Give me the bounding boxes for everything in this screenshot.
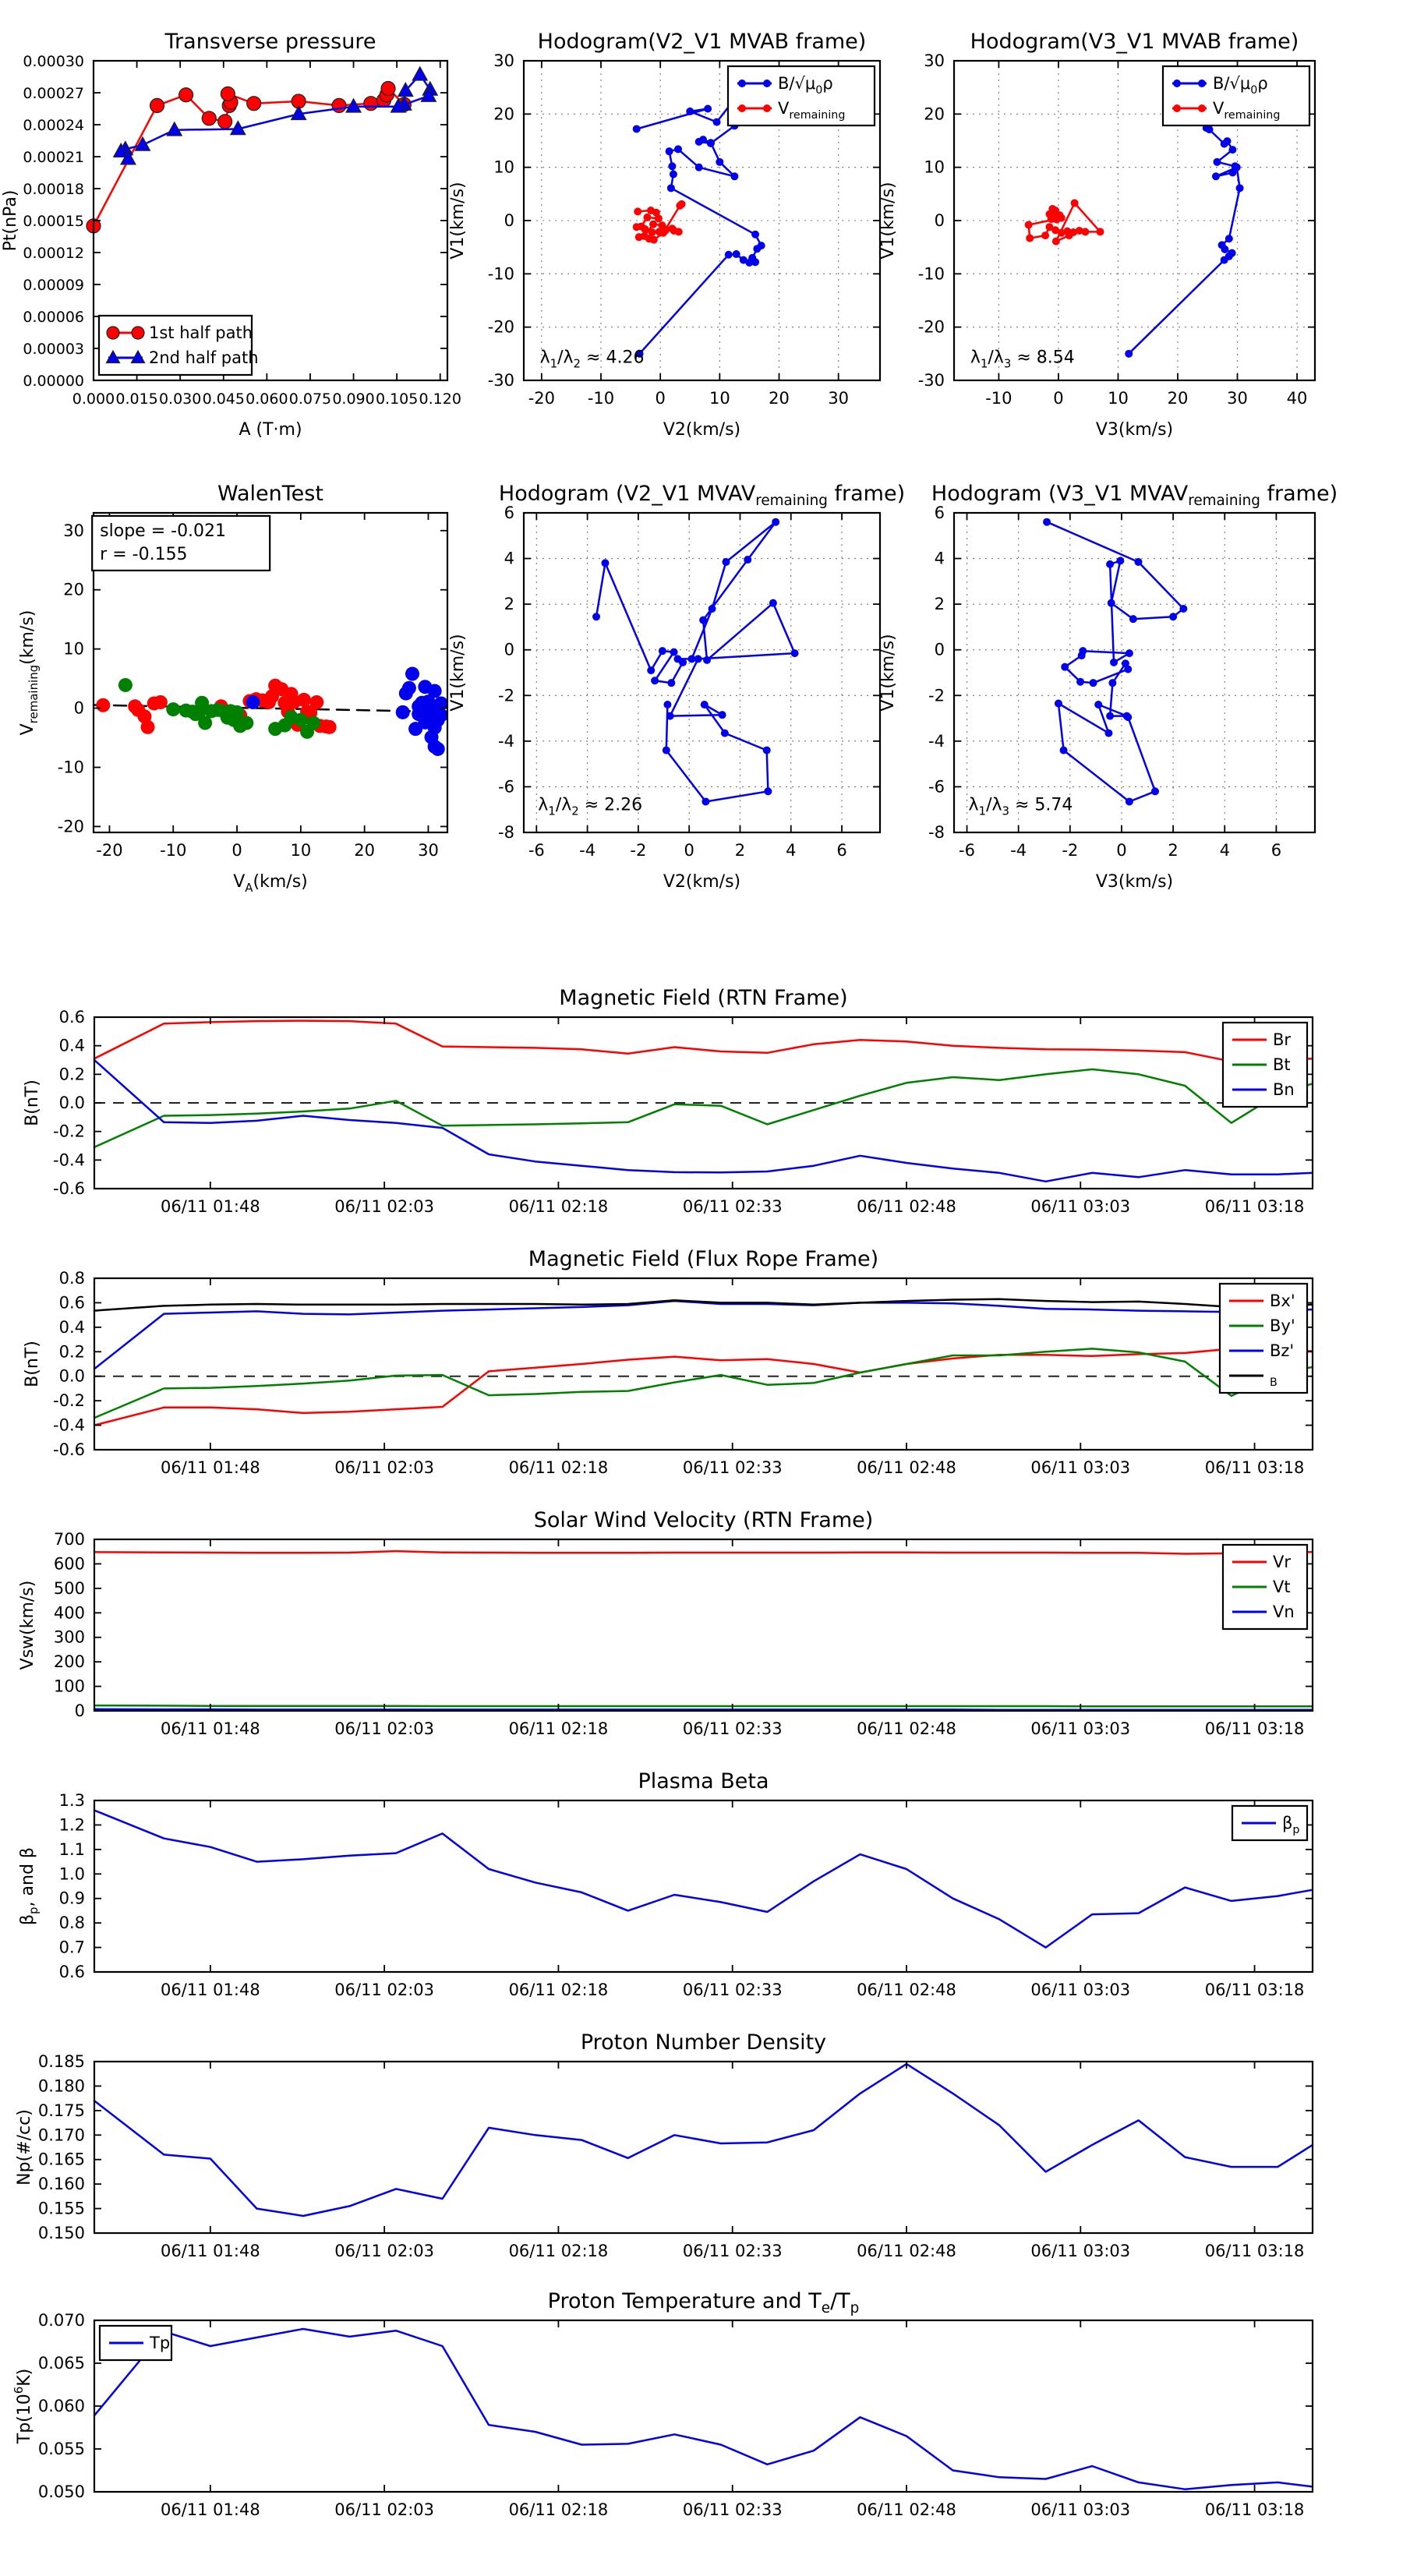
y-tick-label: 6 — [504, 504, 514, 522]
x-tick-label: 0 — [684, 841, 694, 860]
y-tick-label: 30 — [63, 521, 84, 540]
y-tick-label: 1.0 — [58, 1864, 85, 1884]
y-tick-label: 1.1 — [58, 1839, 85, 1859]
x-tick-label: 06/11 02:33 — [682, 1458, 783, 1477]
plot-frame — [94, 2062, 1313, 2233]
x-tick-label: 0.045 — [202, 390, 245, 408]
x-tick-label: -4 — [1010, 841, 1027, 860]
x-tick-label: 30 — [418, 841, 439, 860]
x-tick-label: 06/11 01:48 — [160, 1719, 260, 1738]
x-tick-label: -10 — [587, 389, 615, 408]
y-tick-label: 0.4 — [58, 1036, 85, 1055]
axes-ticks — [53, 1008, 1313, 1216]
x-tick-label: 06/11 03:18 — [1204, 1197, 1305, 1216]
y-tick-label: 0.060 — [37, 2397, 85, 2415]
chart-title: Plasma Beta — [638, 1769, 769, 1793]
series-1st half path — [87, 82, 411, 233]
y-tick-label: -20 — [487, 317, 514, 337]
y-axis-label: V1(km/s) — [448, 634, 468, 712]
y-tick-label: 0.9 — [58, 1889, 85, 1908]
x-tick-label: 06/11 03:03 — [1030, 1458, 1131, 1477]
y-tick-label: 400 — [53, 1603, 85, 1623]
y-tick-label: 0.00024 — [23, 117, 84, 134]
y-tick-label: 0.055 — [37, 2440, 85, 2458]
x-tick-label: 0.060 — [246, 390, 288, 408]
y-tick-label: -4 — [498, 731, 514, 751]
y-tick-label: 0.0 — [58, 1366, 85, 1386]
x-tick-label: 0.090 — [332, 390, 375, 408]
y-tick-label: 0.165 — [37, 2150, 85, 2169]
x-tick-label: 0.075 — [288, 390, 332, 408]
x-tick-label: 06/11 01:48 — [160, 1981, 260, 1999]
y-tick-label: 0 — [504, 211, 514, 230]
series-Vt — [94, 1705, 1313, 1706]
y-tick-label: 0.175 — [37, 2101, 85, 2120]
chart-title: Proton Temperature and $T_e/T_p$ — [547, 2289, 860, 2316]
y-tick-label: 0.160 — [37, 2175, 85, 2194]
y-axis-label: V1(km/s) — [448, 182, 468, 260]
chart-title: Hodogram (V3_V1 $MVAV_{remaining}$ frame) — [931, 482, 1338, 509]
x-tick-label: 06/11 01:48 — [160, 1458, 260, 1477]
legend-label: Vt — [1273, 1578, 1291, 1596]
y-tick-label: 0.8 — [58, 1269, 85, 1288]
x-tick-label: 06/11 01:48 — [160, 2500, 260, 2519]
x-tick-label: 0 — [1053, 389, 1064, 408]
legend-label: $V_{remaining}$ — [778, 99, 846, 122]
x-axis-label: V2(km/s) — [663, 872, 741, 892]
x-tick-label: 06/11 02:33 — [682, 2242, 783, 2260]
y-axis-label: Vsw(km/s) — [18, 1580, 37, 1670]
legend-label: Bz' — [1270, 1341, 1295, 1360]
series-Vr — [94, 1551, 1313, 1553]
x-tick-label: 06/11 03:18 — [1204, 2500, 1305, 2519]
plot-frame — [94, 1800, 1313, 1972]
x-tick-label: 06/11 01:48 — [160, 1197, 260, 1216]
x-tick-label: 06/11 02:03 — [334, 2500, 435, 2519]
x-tick-label: 10 — [709, 389, 730, 408]
annotation-text: $\lambda_1/\lambda_2 \approx 4.26$ — [539, 348, 645, 371]
legend-label: Tp — [150, 2334, 171, 2352]
y-tick-label: 0.6 — [58, 1963, 85, 1981]
x-tick-label: 20 — [769, 389, 790, 408]
y-tick-label: 0.155 — [37, 2199, 85, 2218]
chart-title: Hodogram (V2_V1 $MVAV_{remaining}$ frame) — [498, 482, 906, 509]
x-tick-label: 0.030 — [158, 390, 202, 408]
chart-transverse-pressure — [1, 30, 461, 440]
plot-frame — [94, 1539, 1313, 1711]
x-tick-label: 06/11 02:48 — [857, 1719, 956, 1738]
chart-title: Hodogram(V2_V1 MVAB frame) — [537, 30, 867, 54]
y-tick-label: 0.050 — [37, 2482, 85, 2501]
x-tick-label: 2 — [734, 841, 746, 860]
y-tick-label: 0 — [934, 640, 945, 659]
x-tick-label: -6 — [959, 841, 976, 860]
annotation-text: $\lambda_1/\lambda_3 \approx 5.74$ — [968, 795, 1073, 818]
y-tick-label: -0.6 — [53, 1179, 85, 1198]
y-axis-label: B(nT) — [23, 1341, 42, 1387]
chart-hodogram-v2v1-mvav — [448, 482, 905, 892]
x-tick-label: 06/11 03:18 — [1204, 2242, 1305, 2260]
legend — [1223, 1023, 1307, 1107]
x-tick-label: 0.000 — [72, 390, 115, 408]
y-axis-label: B(nT) — [23, 1080, 42, 1126]
y-tick-label: 0 — [73, 698, 84, 718]
y-tick-label: 0.00015 — [23, 213, 84, 230]
y-tick-label: 2 — [504, 595, 514, 614]
y-tick-label: 30 — [924, 51, 945, 70]
y-axis-label: $Tp(10^6K)$ — [12, 2368, 34, 2444]
y-tick-label: 10 — [63, 639, 84, 659]
y-axis-label: Pt(nPa) — [1, 189, 20, 252]
y-tick-label: 20 — [63, 580, 84, 599]
series-V-remaining — [1025, 199, 1104, 245]
x-tick-label: -2 — [630, 841, 647, 860]
series-|B| — [94, 1299, 1313, 1311]
y-tick-label: -10 — [917, 264, 945, 284]
x-tick-label: 06/11 02:03 — [334, 1197, 435, 1216]
plot-frame — [94, 2320, 1313, 2492]
x-tick-label: 0 — [1116, 841, 1127, 860]
chart-title: WalenTest — [217, 482, 323, 506]
y-tick-label: -0.4 — [53, 1415, 85, 1435]
series-Bx' — [94, 1348, 1313, 1425]
chart-proton-number-density — [15, 2030, 1313, 2260]
legend-label: Bn — [1273, 1080, 1295, 1099]
axes-ticks — [38, 2052, 1313, 2260]
y-tick-label: 500 — [53, 1578, 85, 1598]
y-tick-label: 0.2 — [58, 1065, 85, 1084]
y-tick-label: 100 — [53, 1677, 85, 1696]
y-tick-label: -30 — [917, 371, 945, 390]
legend — [1163, 66, 1309, 125]
y-tick-label: -0.2 — [53, 1122, 85, 1141]
x-tick-label: 06/11 02:18 — [508, 1981, 609, 1999]
y-tick-label: 0 — [934, 211, 945, 230]
x-tick-label: -4 — [579, 841, 596, 860]
x-tick-label: 06/11 03:03 — [1030, 1981, 1131, 1999]
y-tick-label: 0.00018 — [23, 181, 84, 198]
legend — [99, 316, 259, 375]
x-tick-label: 06/11 02:18 — [508, 2500, 609, 2519]
x-tick-label: 4 — [786, 841, 797, 860]
legend-label: $B/√\mu_0\rho$ — [778, 74, 833, 97]
series-Br — [94, 1021, 1313, 1062]
x-tick-label: -10 — [985, 389, 1012, 408]
x-tick-label: 40 — [1286, 389, 1308, 408]
legend-label: $B/√\mu_0\rho$ — [1213, 74, 1268, 97]
annotation-text: slope = -0.021 — [100, 521, 227, 541]
legend — [728, 66, 875, 125]
x-tick-label: 10 — [1108, 389, 1129, 408]
y-tick-label: 1.2 — [58, 1815, 85, 1835]
y-tick-label: 1.3 — [58, 1791, 85, 1810]
x-tick-label: 06/11 03:18 — [1204, 1981, 1305, 1999]
y-tick-label: 300 — [53, 1627, 85, 1647]
chart-solar-wind-velocity — [18, 1508, 1313, 1738]
y-tick-label: 0.180 — [37, 2076, 85, 2096]
y-tick-label: -8 — [928, 823, 945, 842]
y-tick-label: -2 — [928, 686, 945, 705]
annotation — [540, 348, 645, 370]
x-tick-label: -20 — [96, 841, 123, 860]
y-tick-label: 200 — [53, 1652, 85, 1672]
y-tick-label: 4 — [504, 549, 514, 568]
y-tick-label: 0.6 — [58, 1008, 85, 1027]
x-tick-label: 06/11 03:03 — [1030, 2242, 1131, 2260]
legend-label: 2nd half path — [149, 348, 259, 367]
series-Bn — [94, 1060, 1313, 1182]
y-tick-label: -20 — [917, 317, 945, 337]
x-tick-label: 20 — [1167, 389, 1189, 408]
legend-label: Bx' — [1270, 1292, 1295, 1310]
x-tick-label: 0 — [231, 841, 242, 860]
legend — [1220, 1284, 1307, 1393]
x-tick-label: 0 — [655, 389, 666, 408]
series-Bt — [94, 1069, 1313, 1147]
y-tick-label: 4 — [934, 549, 945, 568]
grid — [524, 513, 880, 832]
legend-label: Bt — [1273, 1055, 1291, 1074]
legend-label: $V_{remaining}$ — [1213, 99, 1281, 122]
x-tick-label: 6 — [836, 841, 847, 860]
x-tick-label: 06/11 02:18 — [508, 1719, 609, 1738]
series-B-sqrt-mu0rho — [1125, 95, 1243, 358]
y-tick-label: -4 — [928, 731, 945, 751]
y-tick-label: 0.4 — [58, 1317, 85, 1337]
y-tick-label: 700 — [53, 1530, 85, 1549]
x-tick-label: 06/11 02:48 — [857, 1981, 956, 1999]
series-Vn — [94, 1709, 1313, 1710]
x-tick-label: 0.120 — [419, 390, 461, 408]
x-tick-label: 06/11 02:48 — [857, 1197, 956, 1216]
chart-hodogram-v2v1-mvab — [448, 30, 880, 440]
x-tick-label: -6 — [528, 841, 545, 860]
y-tick-label: 10 — [493, 157, 514, 177]
x-tick-label: 30 — [828, 389, 850, 408]
x-tick-label: 06/11 02:33 — [682, 1981, 783, 1999]
x-tick-label: 06/11 03:18 — [1204, 1458, 1305, 1477]
x-tick-label: 06/11 02:48 — [857, 1458, 956, 1477]
x-tick-label: 0.105 — [375, 390, 419, 408]
chart-hodogram-v3v1-mvab — [878, 30, 1315, 440]
y-tick-label: 30 — [493, 51, 514, 70]
y-tick-label: -6 — [928, 777, 945, 797]
annotation-text: r = -0.155 — [100, 544, 188, 564]
x-tick-label: -20 — [528, 389, 556, 408]
y-tick-label: -6 — [498, 777, 514, 797]
y-tick-label: -30 — [487, 371, 514, 390]
x-tick-label: 6 — [1270, 841, 1282, 860]
y-tick-label: 0.185 — [37, 2052, 85, 2071]
x-tick-label: 06/11 02:33 — [682, 1719, 783, 1738]
x-tick-label: 06/11 02:18 — [508, 2242, 609, 2260]
y-axis-label: V1(km/s) — [878, 182, 898, 260]
y-tick-label: -10 — [487, 264, 514, 284]
series-Tp — [94, 2329, 1313, 2489]
annotation — [538, 795, 642, 818]
y-tick-label: 0.065 — [37, 2354, 85, 2373]
legend-label: Vn — [1273, 1602, 1295, 1621]
annotation — [970, 348, 1075, 370]
y-tick-label: 0.8 — [58, 1913, 85, 1933]
x-tick-label: 06/11 03:03 — [1030, 1719, 1131, 1738]
y-axis-label: Np(#/cc) — [15, 2109, 34, 2186]
y-axis-label: V1(km/s) — [878, 634, 898, 712]
y-tick-label: 6 — [934, 504, 945, 522]
legend — [100, 2326, 171, 2360]
y-tick-label: 600 — [53, 1554, 85, 1574]
chart-plasma-beta — [18, 1769, 1313, 1999]
y-tick-label: 0.0 — [58, 1094, 85, 1112]
chart-walen-test — [18, 482, 448, 895]
x-tick-label: 06/11 02:03 — [334, 1458, 435, 1477]
series-path — [1043, 518, 1187, 806]
y-tick-label: 0.00000 — [23, 373, 84, 390]
annotation-text: $\lambda_1/\lambda_2 \approx 2.26$ — [538, 795, 643, 818]
x-tick-label: 06/11 02:03 — [334, 1719, 435, 1738]
chart-title: Proton Number Density — [580, 2030, 827, 2055]
x-tick-label: 06/11 02:48 — [857, 2242, 956, 2260]
x-tick-label: 06/11 03:03 — [1030, 2500, 1131, 2519]
chart-proton-temperature — [12, 2289, 1313, 2519]
x-axis-label: A (T·m) — [239, 420, 302, 440]
series-beta-p — [94, 1811, 1313, 1948]
y-tick-label: 0.00006 — [23, 309, 84, 326]
legend-label: 1st half path — [149, 323, 253, 342]
x-axis-label: V2(km/s) — [663, 420, 741, 440]
y-tick-label: 10 — [924, 157, 945, 177]
chart-title: Magnetic Field (RTN Frame) — [559, 986, 848, 1010]
y-tick-label: -0.6 — [53, 1440, 85, 1459]
y-tick-label: 0.150 — [37, 2224, 85, 2242]
x-tick-label: 06/11 03:18 — [1204, 1719, 1305, 1738]
y-tick-label: 0.7 — [58, 1938, 85, 1957]
series-Np — [94, 2064, 1313, 2216]
y-tick-label: -0.2 — [53, 1391, 85, 1411]
y-tick-label: 0.170 — [37, 2125, 85, 2145]
chart-title: Solar Wind Velocity (RTN Frame) — [533, 1508, 874, 1532]
y-tick-label: 0.070 — [37, 2311, 85, 2330]
y-tick-label: 0.6 — [58, 1293, 85, 1313]
chart-hodogram-v3v1-mvav — [878, 482, 1338, 892]
y-tick-label: -2 — [498, 686, 514, 705]
x-axis-label: V3(km/s) — [1095, 872, 1174, 892]
x-tick-label: 20 — [354, 841, 376, 860]
y-axis-label: $\beta_p$, and β — [18, 1847, 41, 1925]
x-tick-label: 2 — [1168, 841, 1179, 860]
y-tick-label: -20 — [57, 817, 84, 836]
annotation — [92, 516, 270, 571]
x-tick-label: 06/11 02:33 — [682, 2500, 783, 2519]
legend — [1232, 1806, 1307, 1840]
plot-frame — [524, 513, 880, 832]
x-tick-label: 0.015 — [115, 390, 158, 408]
x-tick-label: 06/11 03:03 — [1030, 1197, 1131, 1216]
x-axis-label: $V_A(km/s)$ — [233, 872, 308, 895]
x-tick-label: 10 — [290, 841, 312, 860]
x-tick-label: 4 — [1219, 841, 1230, 860]
legend-label: By' — [1270, 1316, 1295, 1335]
y-axis-label: $V_{remaining}(km/s)$ — [18, 610, 41, 736]
chart-magnetic-field-flux-rope — [23, 1247, 1313, 1477]
y-tick-label: 2 — [934, 595, 945, 614]
legend-label: $\beta_p$ — [1282, 1814, 1300, 1836]
x-tick-label: 06/11 02:03 — [334, 1981, 435, 1999]
series-V-remaining — [633, 200, 686, 244]
annotation — [969, 795, 1073, 818]
x-tick-label: 30 — [1227, 389, 1248, 408]
x-axis-label: V3(km/s) — [1095, 420, 1174, 440]
y-tick-label: -8 — [498, 823, 514, 842]
chart-title: Transverse pressure — [164, 30, 376, 54]
y-tick-label: 0.00012 — [23, 245, 84, 262]
y-tick-label: 0.00003 — [23, 341, 84, 358]
x-tick-label: -2 — [1062, 841, 1079, 860]
y-tick-label: 0.00009 — [23, 277, 84, 294]
y-tick-label: 0 — [74, 1701, 85, 1720]
axes-ticks — [59, 1791, 1313, 1999]
x-tick-label: 06/11 02:18 — [508, 1197, 609, 1216]
y-tick-label: -10 — [57, 758, 84, 777]
legend — [1223, 1545, 1307, 1629]
y-tick-label: 0 — [504, 640, 514, 659]
x-tick-label: 06/11 02:33 — [682, 1197, 783, 1216]
y-tick-label: 0.00021 — [23, 149, 84, 166]
chart-magnetic-field-rtn — [23, 986, 1313, 1216]
legend-label: Vr — [1273, 1553, 1291, 1571]
x-tick-label: 06/11 02:03 — [334, 2242, 435, 2260]
annotation-text: $\lambda_1/\lambda_3 \approx 8.54$ — [970, 348, 1075, 371]
y-tick-label: 0.00027 — [23, 85, 84, 102]
y-tick-label: 0.00030 — [23, 53, 84, 70]
legend-label: B — [1270, 1376, 1278, 1389]
x-tick-label: -10 — [160, 841, 187, 860]
chart-title: Hodogram(V3_V1 MVAB frame) — [970, 30, 1299, 54]
x-tick-label: 06/11 02:48 — [857, 2500, 956, 2519]
y-tick-label: 20 — [493, 104, 514, 124]
series-path — [592, 518, 799, 806]
x-tick-label: 06/11 02:18 — [508, 1458, 609, 1477]
y-tick-label: -0.4 — [53, 1150, 85, 1170]
y-tick-label: 20 — [924, 104, 945, 124]
y-tick-label: 0.2 — [58, 1342, 85, 1362]
chart-title: Magnetic Field (Flux Rope Frame) — [528, 1247, 879, 1271]
legend-label: Br — [1273, 1030, 1292, 1049]
x-tick-label: 06/11 01:48 — [160, 2242, 260, 2260]
